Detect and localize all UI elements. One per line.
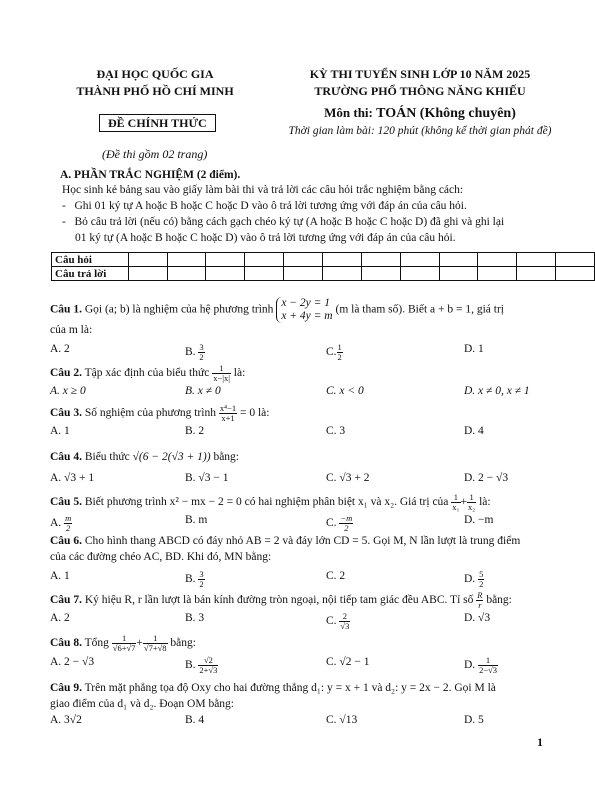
q1-label: Câu 1.	[50, 303, 82, 316]
q2-option-b: B. x ≠ 0	[185, 385, 221, 397]
q6-option-d: D. $\frac{5}{2}$	[464, 569, 484, 589]
question-7	[50, 591, 570, 610]
q1-text: Gọi (a; b) là nghiệm của hệ phương trình	[84, 303, 274, 316]
q2-option-c: C. x < 0	[326, 385, 364, 397]
q2-option-d: D. x ≠ 0, x ≠ 1	[464, 385, 530, 397]
page-number: 1	[537, 735, 543, 749]
q3-option-c: C. 3	[326, 425, 346, 437]
subject-line	[270, 105, 570, 122]
question-5: Câu 5. Biết phương trình x² − mx − 2 = 0 có hai nghiệm phân biệt x₁ và x₂. Giá trị của $\frac{1}{\text{x₁}}$ + $\frac{1}{\text{x₂}}$ là:	[50, 492, 491, 512]
official-label: ĐỀ CHÍNH THỨC	[99, 114, 216, 132]
q6-options	[50, 569, 570, 589]
q9-text-cont: giao điểm của d₁ và d₂. Đoạn OM bằng:	[50, 698, 234, 710]
q6-text: Cho hình thang ABCD có đáy nhỏ AB = 2 và đáy lớn CD = 5. Gọi M, N lần lượt là trung điểm	[84, 535, 521, 547]
q2-text: Tập xác định của biểu thức	[84, 367, 210, 380]
q4-option-b: B. √3 − 1	[185, 472, 229, 484]
q3-text: Số nghiệm của phương trình	[84, 407, 216, 420]
subject-name: TOÁN (Không chuyên)	[376, 106, 516, 121]
q7-frac: $\frac{R}{r}$	[477, 590, 483, 610]
q3-option-a: A. 1	[50, 425, 70, 437]
q1-option-d: D. 1	[464, 343, 484, 355]
q4-text: Biểu thức	[84, 451, 130, 463]
question-1	[50, 297, 570, 323]
q1-text-end: của m là:	[50, 324, 93, 336]
q2-options	[50, 385, 570, 400]
q8-option-a: A. 2 − √3	[50, 656, 95, 668]
q9-option-b: B. 4	[185, 714, 205, 726]
q4-option-d: D. 2 − √3	[464, 472, 509, 484]
q6-option-a: A. 1	[50, 570, 70, 582]
q3-frac: $\frac{\text{x⁴−1}}{x+1}$	[219, 403, 237, 423]
q1-eq2: x + 4y = m	[281, 310, 333, 322]
section-a-rule1: - Ghi 01 ký tự A hoặc B hoặc C hoặc D vào ô trả lời tương ứng với đáp án của câu hỏi.	[62, 200, 467, 212]
q3-tail: = 0 là:	[239, 407, 270, 420]
q9-options	[50, 714, 570, 729]
q8-frac1: $\frac{1}{√6+√7}$	[112, 633, 136, 653]
exam-title-line1: KỲ THI TUYỂN SINH LỚP 10 NĂM 2025	[309, 67, 531, 81]
answer-table-header-answers: Câu trả lời	[52, 267, 129, 281]
q3-option-b: B. 2	[185, 425, 205, 437]
q5-option-a: A. $\frac{m}{2}$	[50, 513, 72, 533]
q7-tail: bằng:	[486, 594, 512, 607]
question-6	[50, 534, 570, 549]
q7-options	[50, 611, 570, 631]
q9-text: Trên mặt phẳng tọa độ Oxy cho hai đường thẳng d₁: y = x + 1 và d₂: y = 2x − 2. Gọi M là	[84, 682, 496, 694]
section-a-rule2-cont: 01 ký tự (A hoặc B hoặc C hoặc D) vào ô trả lời tương ứng với đáp án của câu hỏi.	[75, 232, 456, 244]
q9-option-d: D. 5	[464, 714, 484, 726]
exam-title-line2: TRƯỜNG PHỔ THÔNG NĂNG KHIẾU	[314, 84, 526, 98]
question-9	[50, 681, 570, 696]
q5-frac2: $\frac{1}{\text{x₂}}$	[468, 492, 476, 512]
university-line1: ĐẠI HỌC QUỐC GIA	[96, 67, 214, 81]
q7-option-c: C. $\frac{2}{√3}$	[326, 611, 350, 631]
q1-c-letter: C.	[326, 346, 337, 359]
question-4	[50, 450, 570, 465]
q5-frac1: $\frac{1}{\text{x₁}}$	[452, 492, 460, 512]
q1-c-frac: $\frac{1}{2}$	[337, 342, 342, 362]
answer-table	[51, 252, 595, 281]
q4-option-c: C. √3 + 2	[326, 472, 370, 484]
exam-title	[270, 66, 570, 100]
rule2-text: Bỏ câu trả lời (nếu có) bằng cách gạch chéo ký tự (A hoặc B hoặc C hoặc D) đã ghi và ghi lại	[74, 216, 505, 228]
q5-tail: là:	[479, 496, 491, 509]
question-3	[50, 404, 570, 423]
answer-table-header-questions: Câu hỏi	[52, 253, 129, 267]
q8-label: Câu 8.	[50, 637, 82, 650]
q7-option-d: D. √3	[464, 612, 491, 624]
q1-option-c	[326, 343, 343, 362]
q1-text-cont: (m là tham số). Biết a + b = 1, giá trị	[335, 303, 504, 316]
q5-text: Biết phương trình x² − mx − 2 = 0 có hai nghiệm phân biệt x₁ và x₂. Giá trị của	[84, 496, 449, 509]
q4-tail: bằng:	[213, 451, 239, 463]
q9-option-a: A. 3√2	[50, 714, 82, 726]
q9-option-c: C. √13	[326, 714, 358, 726]
question-2	[50, 364, 570, 383]
section-a-rule2: - Bỏ câu trả lời (nếu có) bằng cách gạch chéo ký tự (A hoặc B hoặc C hoặc D) đã ghi và ghi lại	[62, 216, 505, 228]
q3-options	[50, 425, 570, 440]
q1-b-frac: $\frac{3}{2}$	[199, 342, 204, 362]
q2-option-a: A. x ≥ 0	[50, 385, 86, 397]
q5-option-b: B. m	[185, 514, 208, 526]
q7-option-a: A. 2	[50, 612, 70, 624]
section-a-intro: Học sinh kẻ bảng sau vào giấy làm bài thi và trả lời các câu hỏi trắc nghiệm bằng cách:	[62, 184, 464, 196]
q5-option-c: C. $\frac{-m}{2}$	[326, 513, 353, 533]
q2-tail: là:	[233, 367, 246, 380]
section-a-title: A. PHẦN TRẮC NGHIỆM (2 điểm).	[60, 169, 241, 181]
q1-eq1: x − 2y = 1	[281, 297, 331, 309]
q8-options	[50, 655, 570, 675]
q8-option-c: C. √2 − 1	[326, 656, 370, 668]
q7-label: Câu 7.	[50, 594, 82, 607]
q8-text: Tổng	[84, 637, 109, 650]
q8-option-b: B. $\frac{√2}{2+√3}$	[185, 655, 218, 675]
pages-note: (Đề thi gồm 02 trang)	[102, 147, 208, 161]
q8-tail: bằng:	[170, 637, 196, 650]
q4-options	[50, 472, 570, 487]
q3-option-d: D. 4	[464, 425, 484, 437]
q2-label: Câu 2.	[50, 367, 82, 380]
subject-label: Môn thi:	[324, 105, 377, 120]
q6-option-c: C. 2	[326, 570, 346, 582]
q1-options	[50, 342, 570, 362]
q8-option-d: D. $\frac{1}{2-√3}$	[464, 655, 498, 675]
q5-label: Câu 5.	[50, 496, 82, 509]
q1-option-a: A. 2	[50, 343, 70, 355]
q1-option-b	[185, 343, 205, 362]
official-stamp	[99, 116, 216, 131]
university-name	[40, 66, 270, 100]
q6-text-cont: của các đường chéo AC, BD. Khi đó, MN bằng:	[50, 551, 272, 563]
q4-expression: √(6 − 2(√3 + 1))	[132, 451, 211, 463]
q6-option-b: B. $\frac{3}{2}$	[185, 569, 204, 589]
university-line2: THÀNH PHỐ HỒ CHÍ MINH	[76, 84, 234, 98]
q9-label: Câu 9.	[50, 682, 82, 694]
q6-label: Câu 6.	[50, 535, 82, 547]
q4-option-a: A. √3 + 1	[50, 472, 95, 484]
q7-option-b: B. 3	[185, 612, 205, 624]
time-limit: Thời gian làm bài: 120 phút (không kể thời gian phát đề)	[288, 125, 552, 137]
answer-table-row-questions	[52, 253, 595, 267]
q4-label: Câu 4.	[50, 451, 82, 463]
answer-table-row-answers	[52, 267, 595, 281]
question-8: Câu 8. Tổng $\frac{1}{√6+√7}$ + $\frac{1}{√7+√8}$ bằng:	[50, 633, 196, 653]
q8-frac2: $\frac{1}{√7+√8}$	[143, 633, 167, 653]
q7-text: Ký hiệu R, r lần lượt là bán kính đường tròn ngoại, nội tiếp tam giác đều ABC. Tỉ số	[84, 594, 474, 607]
q5-options	[50, 513, 570, 533]
q1-b-letter: B.	[185, 346, 196, 359]
q3-label: Câu 3.	[50, 407, 82, 420]
q2-frac: $\frac{1}{x-|x|}$	[213, 363, 230, 383]
q5-option-d: D. −m	[464, 514, 494, 526]
rule1-text: Ghi 01 ký tự A hoặc B hoặc C hoặc D vào ô trả lời tương ứng với đáp án của câu hỏi.	[74, 200, 467, 212]
q1-system	[276, 297, 332, 323]
